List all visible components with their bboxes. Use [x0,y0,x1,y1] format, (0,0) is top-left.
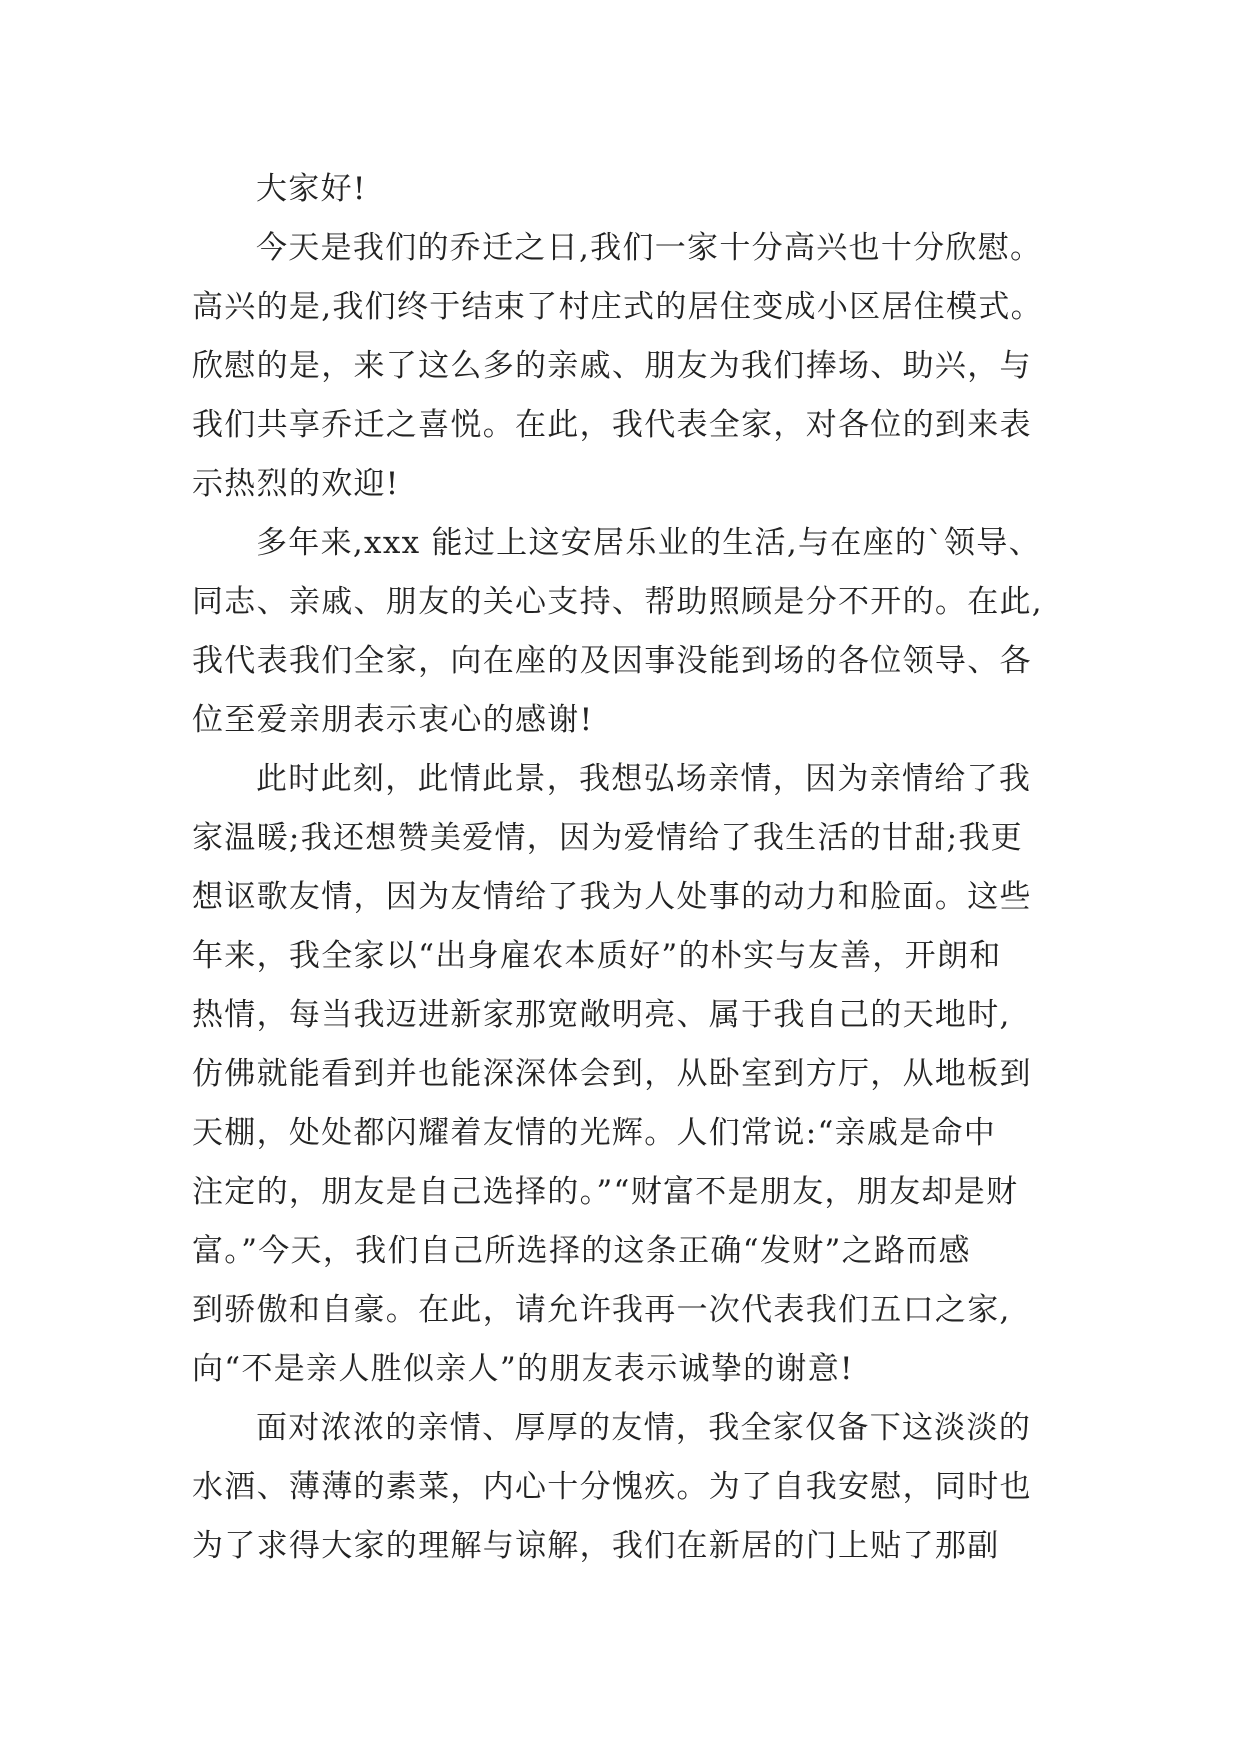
text-line: 此时此刻，此情此景，我想弘场亲情，因为亲情给了我 [256,761,1032,797]
text-line: 想讴歌友情，因为友情给了我为人处事的动力和脸面。这些 [192,879,1032,915]
text-line: 富。”今天，我们自己所选择的这条正确“发财”之路而感 [192,1233,971,1269]
text-line: 今天是我们的乔迁之日,我们一家十分高兴也十分欣慰。 [256,230,1043,266]
text-line: 到骄傲和自豪。在此，请允许我再一次代表我们五口之家, [192,1292,1011,1328]
speech-body [192,160,1082,1576]
text-line: 水酒、薄薄的素菜，内心十分愧疚。为了自我安慰，同时也 [192,1469,1032,1505]
text-line: 面对浓浓的亲情、厚厚的友情，我全家仅备下这淡淡的 [256,1410,1032,1446]
text-line: 天棚，处处都闪耀着友情的光辉。人们常说:“亲戚是命中 [192,1115,997,1151]
text-line: 我代表我们全家，向在座的及因事没能到场的各位领导、各 [192,643,1032,679]
text-line: 大家好! [256,171,367,207]
text-line: 向“不是亲人胜似亲人”的朋友表示诚挚的谢意! [192,1351,854,1387]
text-line: 热情，每当我迈进新家那宽敞明亮、属于我自己的天地时, [192,997,1011,1033]
text-line: 我们共享乔迁之喜悦。在此，我代表全家，对各位的到来表 [192,407,1032,443]
text-line: 注定的，朋友是自己选择的。”“财富不是朋友，朋友却是财 [192,1174,1019,1210]
text-line: 位至爱亲朋表示衷心的感谢! [192,702,594,738]
text-line: 为了求得大家的理解与谅解，我们在新居的门上贴了那副 [192,1528,1000,1564]
text-line: 家温暖;我还想赞美爱情，因为爱情给了我生活的甘甜;我更 [192,820,1023,856]
text-line: 年来，我全家以“出身雇农本质好”的朴实与友善，开朗和 [192,938,1002,974]
text-line: 高兴的是,我们终于结束了村庄式的居住变成小区居住模式。 [192,289,1043,325]
text-line: 同志、亲戚、朋友的关心支持、帮助照顾是分不开的。在此, [192,584,1043,620]
text-line: 示热烈的欢迎! [192,466,400,502]
text-line: 仿佛就能看到并也能深深体会到，从卧室到方厅，从地板到 [192,1056,1032,1092]
text-line: 欣慰的是，来了这么多的亲戚、朋友为我们捧场、助兴，与 [192,348,1032,384]
text-line: 多年来,xxx 能过上这安居乐业的生活,与在座的`领导、 [256,525,1041,561]
